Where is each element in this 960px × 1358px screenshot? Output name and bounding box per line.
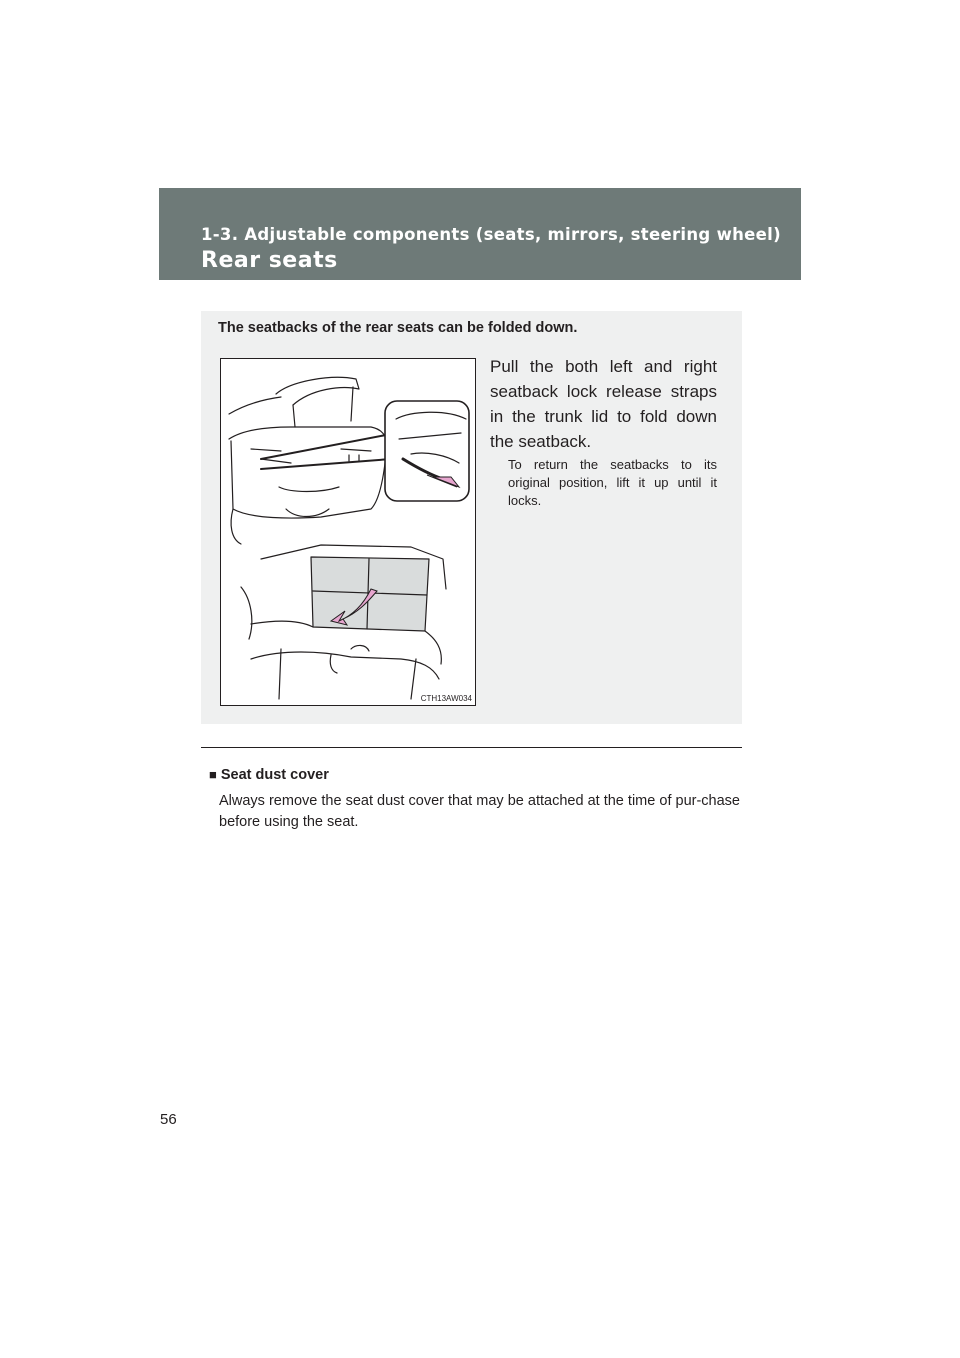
rear-seat-illustration: [220, 358, 476, 706]
bullet-square-icon: ■: [209, 767, 217, 782]
seat-dust-cover-heading: [209, 767, 329, 783]
heading-text: Seat dust cover: [220, 767, 329, 783]
car-roof-line: [229, 397, 281, 414]
section-label: 1-3. Adjustable components (seats, mirrors, steering wheel): [201, 225, 781, 244]
panel-intro: The seatbacks of the rear seats can be folded down.: [218, 320, 578, 336]
section-divider: [201, 747, 742, 748]
car-bumper: [231, 441, 387, 518]
section-header: [159, 188, 801, 280]
instruction-panel: [201, 311, 742, 724]
page-title: Rear seats: [201, 248, 338, 273]
trunk-lid: [276, 377, 359, 405]
page-number: 56: [160, 1111, 177, 1128]
seat-dust-cover-text: Always remove the seat dust cover that may be attached at the time of pur-chase before using the seat.: [219, 793, 740, 830]
figure-code: CTH13AW034: [420, 694, 472, 703]
illustration-drawing: [221, 359, 476, 706]
step-instruction: Pull the both left and right seatback lock release straps in the trunk lid to fold down the seatback.: [490, 357, 717, 451]
seat-cushion: [251, 652, 439, 679]
step-note: To return the seatbacks to its original position, lift it up until it locks.: [508, 457, 717, 508]
